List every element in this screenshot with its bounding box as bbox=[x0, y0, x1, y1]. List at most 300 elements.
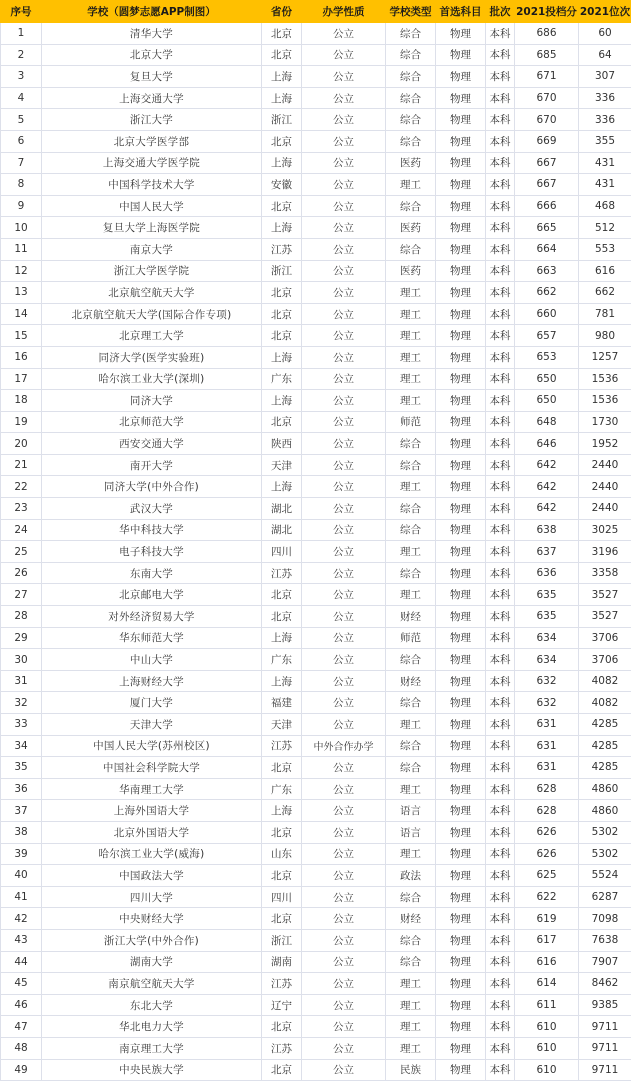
cell-batch: 本科 bbox=[486, 325, 515, 347]
table-row bbox=[1, 1016, 631, 1038]
cell-score: 648 bbox=[515, 411, 579, 433]
cell-province: 上海 bbox=[262, 390, 302, 412]
cell-school-type: 理工 bbox=[386, 778, 436, 800]
cell-rank: 6287 bbox=[579, 886, 631, 908]
cell-school-type: 综合 bbox=[386, 195, 436, 217]
cell-primary-subject: 物理 bbox=[436, 1037, 486, 1059]
cell-index: 22 bbox=[1, 476, 42, 498]
cell-province: 上海 bbox=[262, 87, 302, 109]
cell-rank: 9711 bbox=[579, 1037, 631, 1059]
cell-school-nature: 公立 bbox=[302, 325, 386, 347]
cell-province: 四川 bbox=[262, 541, 302, 563]
cell-province: 上海 bbox=[262, 217, 302, 239]
cell-score: 610 bbox=[515, 1059, 579, 1081]
cell-school-type: 综合 bbox=[386, 519, 436, 541]
cell-school-type: 综合 bbox=[386, 757, 436, 779]
cell-score: 646 bbox=[515, 433, 579, 455]
cell-score: 625 bbox=[515, 865, 579, 887]
cell-school-nature: 公立 bbox=[302, 562, 386, 584]
cell-rank: 5302 bbox=[579, 821, 631, 843]
table-row bbox=[1, 821, 631, 843]
cell-rank: 8462 bbox=[579, 973, 631, 995]
cell-primary-subject: 物理 bbox=[436, 649, 486, 671]
cell-school-type: 综合 bbox=[386, 951, 436, 973]
cell-school-type: 综合 bbox=[386, 929, 436, 951]
cell-school-nature: 公立 bbox=[302, 23, 386, 45]
table-row bbox=[1, 865, 631, 887]
cell-primary-subject: 物理 bbox=[436, 260, 486, 282]
cell-primary-subject: 物理 bbox=[436, 1059, 486, 1081]
cell-rank: 3527 bbox=[579, 584, 631, 606]
table-row bbox=[1, 541, 631, 563]
cell-index: 46 bbox=[1, 994, 42, 1016]
cell-primary-subject: 物理 bbox=[436, 584, 486, 606]
cell-rank: 336 bbox=[579, 109, 631, 131]
cell-school-type: 医药 bbox=[386, 152, 436, 174]
cell-batch: 本科 bbox=[486, 476, 515, 498]
cell-province: 北京 bbox=[262, 757, 302, 779]
cell-school: 上海交通大学 bbox=[42, 87, 262, 109]
table-row bbox=[1, 368, 631, 390]
cell-primary-subject: 物理 bbox=[436, 929, 486, 951]
cell-primary-subject: 物理 bbox=[436, 843, 486, 865]
cell-school-nature: 公立 bbox=[302, 606, 386, 628]
cell-rank: 4082 bbox=[579, 670, 631, 692]
cell-province: 北京 bbox=[262, 584, 302, 606]
cell-school-type: 理工 bbox=[386, 390, 436, 412]
cell-primary-subject: 物理 bbox=[436, 606, 486, 628]
cell-primary-subject: 物理 bbox=[436, 174, 486, 196]
cell-batch: 本科 bbox=[486, 692, 515, 714]
cell-school-type: 理工 bbox=[386, 994, 436, 1016]
cell-school-type: 理工 bbox=[386, 1016, 436, 1038]
table-row bbox=[1, 886, 631, 908]
cell-score: 642 bbox=[515, 476, 579, 498]
cell-school-nature: 公立 bbox=[302, 757, 386, 779]
cell-rank: 1536 bbox=[579, 368, 631, 390]
table-row bbox=[1, 130, 631, 152]
cell-school-type: 理工 bbox=[386, 584, 436, 606]
cell-rank: 4285 bbox=[579, 757, 631, 779]
cell-school-nature: 公立 bbox=[302, 714, 386, 736]
cell-primary-subject: 物理 bbox=[436, 433, 486, 455]
cell-school-nature: 公立 bbox=[302, 994, 386, 1016]
cell-score: 653 bbox=[515, 346, 579, 368]
cell-score: 660 bbox=[515, 303, 579, 325]
table-row bbox=[1, 692, 631, 714]
cell-index: 21 bbox=[1, 454, 42, 476]
cell-school: 武汉大学 bbox=[42, 498, 262, 520]
cell-school-nature: 公立 bbox=[302, 865, 386, 887]
cell-batch: 本科 bbox=[486, 562, 515, 584]
cell-primary-subject: 物理 bbox=[436, 87, 486, 109]
cell-rank: 1730 bbox=[579, 411, 631, 433]
cell-school-type: 理工 bbox=[386, 1037, 436, 1059]
cell-score: 631 bbox=[515, 757, 579, 779]
cell-batch: 本科 bbox=[486, 130, 515, 152]
cell-school: 北京理工大学 bbox=[42, 325, 262, 347]
cell-primary-subject: 物理 bbox=[436, 865, 486, 887]
cell-province: 江苏 bbox=[262, 735, 302, 757]
cell-school-nature: 公立 bbox=[302, 260, 386, 282]
cell-school-type: 综合 bbox=[386, 130, 436, 152]
cell-score: 616 bbox=[515, 951, 579, 973]
cell-primary-subject: 物理 bbox=[436, 800, 486, 822]
cell-index: 26 bbox=[1, 562, 42, 584]
cell-school-type: 综合 bbox=[386, 238, 436, 260]
cell-school-type: 综合 bbox=[386, 433, 436, 455]
cell-index: 4 bbox=[1, 87, 42, 109]
cell-rank: 431 bbox=[579, 152, 631, 174]
cell-school: 复旦大学 bbox=[42, 66, 262, 88]
cell-school: 中国社会科学院大学 bbox=[42, 757, 262, 779]
cell-province: 辽宁 bbox=[262, 994, 302, 1016]
cell-school-nature: 公立 bbox=[302, 217, 386, 239]
cell-school-nature: 公立 bbox=[302, 303, 386, 325]
cell-school: 上海财经大学 bbox=[42, 670, 262, 692]
cell-score: 670 bbox=[515, 87, 579, 109]
cell-province: 广东 bbox=[262, 368, 302, 390]
cell-rank: 3196 bbox=[579, 541, 631, 563]
cell-rank: 4860 bbox=[579, 800, 631, 822]
cell-primary-subject: 物理 bbox=[436, 757, 486, 779]
table-row bbox=[1, 843, 631, 865]
table-row bbox=[1, 714, 631, 736]
cell-school: 对外经济贸易大学 bbox=[42, 606, 262, 628]
cell-rank: 3527 bbox=[579, 606, 631, 628]
cell-school-nature: 公立 bbox=[302, 692, 386, 714]
cell-primary-subject: 物理 bbox=[436, 692, 486, 714]
cell-school: 同济大学(医学实验班) bbox=[42, 346, 262, 368]
cell-batch: 本科 bbox=[486, 649, 515, 671]
cell-rank: 3025 bbox=[579, 519, 631, 541]
cell-school: 中国科学技术大学 bbox=[42, 174, 262, 196]
table-row bbox=[1, 800, 631, 822]
cell-school: 南京大学 bbox=[42, 238, 262, 260]
cell-province: 上海 bbox=[262, 800, 302, 822]
cell-score: 650 bbox=[515, 368, 579, 390]
cell-score: 626 bbox=[515, 821, 579, 843]
header-province: 省份 bbox=[262, 1, 302, 23]
cell-batch: 本科 bbox=[486, 951, 515, 973]
cell-batch: 本科 bbox=[486, 411, 515, 433]
table-row bbox=[1, 195, 631, 217]
cell-index: 2 bbox=[1, 44, 42, 66]
cell-score: 631 bbox=[515, 735, 579, 757]
cell-province: 上海 bbox=[262, 152, 302, 174]
cell-batch: 本科 bbox=[486, 303, 515, 325]
header-rank-2021: 2021位次 bbox=[579, 1, 631, 23]
cell-school-nature: 公立 bbox=[302, 951, 386, 973]
table-row bbox=[1, 778, 631, 800]
cell-rank: 3358 bbox=[579, 562, 631, 584]
cell-school-nature: 公立 bbox=[302, 454, 386, 476]
cell-score: 628 bbox=[515, 800, 579, 822]
cell-school: 哈尔滨工业大学(深圳) bbox=[42, 368, 262, 390]
cell-school: 中国政法大学 bbox=[42, 865, 262, 887]
cell-province: 上海 bbox=[262, 346, 302, 368]
cell-school-type: 语言 bbox=[386, 821, 436, 843]
cell-school: 湖南大学 bbox=[42, 951, 262, 973]
cell-school-type: 师范 bbox=[386, 411, 436, 433]
cell-primary-subject: 物理 bbox=[436, 282, 486, 304]
cell-rank: 9711 bbox=[579, 1016, 631, 1038]
cell-rank: 4082 bbox=[579, 692, 631, 714]
cell-rank: 662 bbox=[579, 282, 631, 304]
cell-primary-subject: 物理 bbox=[436, 562, 486, 584]
cell-province: 北京 bbox=[262, 1016, 302, 1038]
cell-score: 635 bbox=[515, 584, 579, 606]
cell-index: 42 bbox=[1, 908, 42, 930]
cell-school-type: 综合 bbox=[386, 735, 436, 757]
cell-primary-subject: 物理 bbox=[436, 778, 486, 800]
cell-score: 635 bbox=[515, 606, 579, 628]
cell-school-nature: 公立 bbox=[302, 238, 386, 260]
cell-score: 667 bbox=[515, 152, 579, 174]
cell-school-type: 理工 bbox=[386, 714, 436, 736]
cell-primary-subject: 物理 bbox=[436, 821, 486, 843]
cell-school: 南开大学 bbox=[42, 454, 262, 476]
cell-school-type: 理工 bbox=[386, 476, 436, 498]
table-row bbox=[1, 757, 631, 779]
table-row bbox=[1, 433, 631, 455]
header-primary-subject: 首选科目 bbox=[436, 1, 486, 23]
cell-school: 北京外国语大学 bbox=[42, 821, 262, 843]
cell-school: 中国人民大学(苏州校区) bbox=[42, 735, 262, 757]
cell-province: 上海 bbox=[262, 670, 302, 692]
cell-index: 11 bbox=[1, 238, 42, 260]
cell-school: 上海交通大学医学院 bbox=[42, 152, 262, 174]
cell-province: 北京 bbox=[262, 1059, 302, 1081]
cell-school: 北京航空航天大学 bbox=[42, 282, 262, 304]
cell-province: 北京 bbox=[262, 130, 302, 152]
cell-index: 6 bbox=[1, 130, 42, 152]
cell-school-nature: 公立 bbox=[302, 195, 386, 217]
header-row bbox=[1, 1, 631, 23]
cell-rank: 4860 bbox=[579, 778, 631, 800]
table-row bbox=[1, 282, 631, 304]
cell-school-nature: 公立 bbox=[302, 346, 386, 368]
table-row bbox=[1, 174, 631, 196]
cell-rank: 980 bbox=[579, 325, 631, 347]
cell-province: 广东 bbox=[262, 778, 302, 800]
table-row bbox=[1, 1059, 631, 1081]
table-row bbox=[1, 562, 631, 584]
cell-school: 东南大学 bbox=[42, 562, 262, 584]
cell-school: 中国人民大学 bbox=[42, 195, 262, 217]
cell-school: 南京理工大学 bbox=[42, 1037, 262, 1059]
cell-batch: 本科 bbox=[486, 346, 515, 368]
cell-school-nature: 公立 bbox=[302, 886, 386, 908]
cell-score: 634 bbox=[515, 649, 579, 671]
cell-school-type: 综合 bbox=[386, 649, 436, 671]
cell-index: 43 bbox=[1, 929, 42, 951]
cell-rank: 468 bbox=[579, 195, 631, 217]
cell-school: 中央财经大学 bbox=[42, 908, 262, 930]
cell-index: 32 bbox=[1, 692, 42, 714]
table-row bbox=[1, 346, 631, 368]
cell-rank: 7638 bbox=[579, 929, 631, 951]
cell-index: 20 bbox=[1, 433, 42, 455]
cell-school: 中山大学 bbox=[42, 649, 262, 671]
cell-primary-subject: 物理 bbox=[436, 670, 486, 692]
cell-index: 44 bbox=[1, 951, 42, 973]
cell-school-type: 理工 bbox=[386, 325, 436, 347]
cell-batch: 本科 bbox=[486, 519, 515, 541]
cell-primary-subject: 物理 bbox=[436, 735, 486, 757]
cell-school-type: 语言 bbox=[386, 800, 436, 822]
table-row bbox=[1, 735, 631, 757]
cell-index: 38 bbox=[1, 821, 42, 843]
cell-index: 8 bbox=[1, 174, 42, 196]
cell-province: 天津 bbox=[262, 714, 302, 736]
cell-index: 17 bbox=[1, 368, 42, 390]
cell-index: 10 bbox=[1, 217, 42, 239]
cell-primary-subject: 物理 bbox=[436, 130, 486, 152]
cell-school-nature: 公立 bbox=[302, 368, 386, 390]
cell-batch: 本科 bbox=[486, 994, 515, 1016]
cell-school-nature: 公立 bbox=[302, 821, 386, 843]
cell-index: 23 bbox=[1, 498, 42, 520]
table-row bbox=[1, 238, 631, 260]
cell-rank: 9385 bbox=[579, 994, 631, 1016]
cell-school-nature: 公立 bbox=[302, 152, 386, 174]
cell-school-nature: 中外合作办学 bbox=[302, 735, 386, 757]
header-score-2021: 2021投档分 bbox=[515, 1, 579, 23]
cell-school-nature: 公立 bbox=[302, 433, 386, 455]
cell-school: 北京大学 bbox=[42, 44, 262, 66]
cell-school: 清华大学 bbox=[42, 23, 262, 45]
cell-school-nature: 公立 bbox=[302, 130, 386, 152]
cell-school: 北京大学医学部 bbox=[42, 130, 262, 152]
cell-batch: 本科 bbox=[486, 843, 515, 865]
cell-school: 四川大学 bbox=[42, 886, 262, 908]
cell-primary-subject: 物理 bbox=[436, 1016, 486, 1038]
cell-score: 664 bbox=[515, 238, 579, 260]
cell-school: 华东师范大学 bbox=[42, 627, 262, 649]
table-row bbox=[1, 411, 631, 433]
cell-primary-subject: 物理 bbox=[436, 217, 486, 239]
cell-school: 浙江大学医学院 bbox=[42, 260, 262, 282]
cell-school-type: 民族 bbox=[386, 1059, 436, 1081]
cell-school-nature: 公立 bbox=[302, 174, 386, 196]
cell-school: 北京航空航天大学(国际合作专项) bbox=[42, 303, 262, 325]
cell-rank: 3706 bbox=[579, 627, 631, 649]
cell-index: 24 bbox=[1, 519, 42, 541]
table-row bbox=[1, 994, 631, 1016]
cell-batch: 本科 bbox=[486, 821, 515, 843]
cell-school-type: 综合 bbox=[386, 66, 436, 88]
cell-batch: 本科 bbox=[486, 174, 515, 196]
cell-rank: 1536 bbox=[579, 390, 631, 412]
table-row bbox=[1, 325, 631, 347]
cell-school-nature: 公立 bbox=[302, 778, 386, 800]
cell-school-type: 综合 bbox=[386, 454, 436, 476]
header-index: 序号 bbox=[1, 1, 42, 23]
cell-batch: 本科 bbox=[486, 44, 515, 66]
cell-primary-subject: 物理 bbox=[436, 476, 486, 498]
cell-school-nature: 公立 bbox=[302, 541, 386, 563]
cell-batch: 本科 bbox=[486, 865, 515, 887]
cell-batch: 本科 bbox=[486, 735, 515, 757]
cell-school-type: 综合 bbox=[386, 87, 436, 109]
cell-primary-subject: 物理 bbox=[436, 303, 486, 325]
cell-primary-subject: 物理 bbox=[436, 390, 486, 412]
cell-score: 636 bbox=[515, 562, 579, 584]
cell-rank: 2440 bbox=[579, 454, 631, 476]
header-school-type: 学校类型 bbox=[386, 1, 436, 23]
cell-school-nature: 公立 bbox=[302, 411, 386, 433]
cell-primary-subject: 物理 bbox=[436, 886, 486, 908]
cell-province: 江苏 bbox=[262, 238, 302, 260]
cell-school-nature: 公立 bbox=[302, 908, 386, 930]
cell-rank: 7098 bbox=[579, 908, 631, 930]
cell-province: 江苏 bbox=[262, 1037, 302, 1059]
cell-batch: 本科 bbox=[486, 973, 515, 995]
cell-school: 哈尔滨工业大学(威海) bbox=[42, 843, 262, 865]
cell-school-type: 政法 bbox=[386, 865, 436, 887]
cell-school: 同济大学 bbox=[42, 390, 262, 412]
cell-school-type: 医药 bbox=[386, 217, 436, 239]
cell-school: 电子科技大学 bbox=[42, 541, 262, 563]
table-row bbox=[1, 519, 631, 541]
cell-index: 49 bbox=[1, 1059, 42, 1081]
cell-score: 634 bbox=[515, 627, 579, 649]
cell-rank: 1952 bbox=[579, 433, 631, 455]
cell-batch: 本科 bbox=[486, 390, 515, 412]
table-row bbox=[1, 951, 631, 973]
table-row bbox=[1, 908, 631, 930]
cell-rank: 2440 bbox=[579, 476, 631, 498]
cell-batch: 本科 bbox=[486, 454, 515, 476]
cell-school-nature: 公立 bbox=[302, 929, 386, 951]
cell-school-type: 理工 bbox=[386, 541, 436, 563]
cell-score: 669 bbox=[515, 130, 579, 152]
cell-primary-subject: 物理 bbox=[436, 951, 486, 973]
cell-index: 33 bbox=[1, 714, 42, 736]
cell-province: 湖南 bbox=[262, 951, 302, 973]
cell-school: 厦门大学 bbox=[42, 692, 262, 714]
cell-rank: 781 bbox=[579, 303, 631, 325]
cell-index: 7 bbox=[1, 152, 42, 174]
cell-primary-subject: 物理 bbox=[436, 238, 486, 260]
cell-school-type: 理工 bbox=[386, 843, 436, 865]
cell-index: 28 bbox=[1, 606, 42, 628]
cell-index: 35 bbox=[1, 757, 42, 779]
cell-province: 江苏 bbox=[262, 973, 302, 995]
cell-province: 江苏 bbox=[262, 562, 302, 584]
cell-batch: 本科 bbox=[486, 195, 515, 217]
cell-school-nature: 公立 bbox=[302, 498, 386, 520]
cell-school: 浙江大学(中外合作) bbox=[42, 929, 262, 951]
cell-index: 15 bbox=[1, 325, 42, 347]
cell-score: 610 bbox=[515, 1016, 579, 1038]
cell-school: 南京航空航天大学 bbox=[42, 973, 262, 995]
cell-batch: 本科 bbox=[486, 260, 515, 282]
cell-score: 632 bbox=[515, 670, 579, 692]
cell-school-type: 综合 bbox=[386, 886, 436, 908]
cell-batch: 本科 bbox=[486, 282, 515, 304]
header-school-nature: 办学性质 bbox=[302, 1, 386, 23]
cell-primary-subject: 物理 bbox=[436, 346, 486, 368]
cell-index: 37 bbox=[1, 800, 42, 822]
cell-batch: 本科 bbox=[486, 606, 515, 628]
cell-rank: 512 bbox=[579, 217, 631, 239]
cell-school-type: 财经 bbox=[386, 606, 436, 628]
cell-index: 13 bbox=[1, 282, 42, 304]
table-row bbox=[1, 23, 631, 45]
cell-school-nature: 公立 bbox=[302, 627, 386, 649]
